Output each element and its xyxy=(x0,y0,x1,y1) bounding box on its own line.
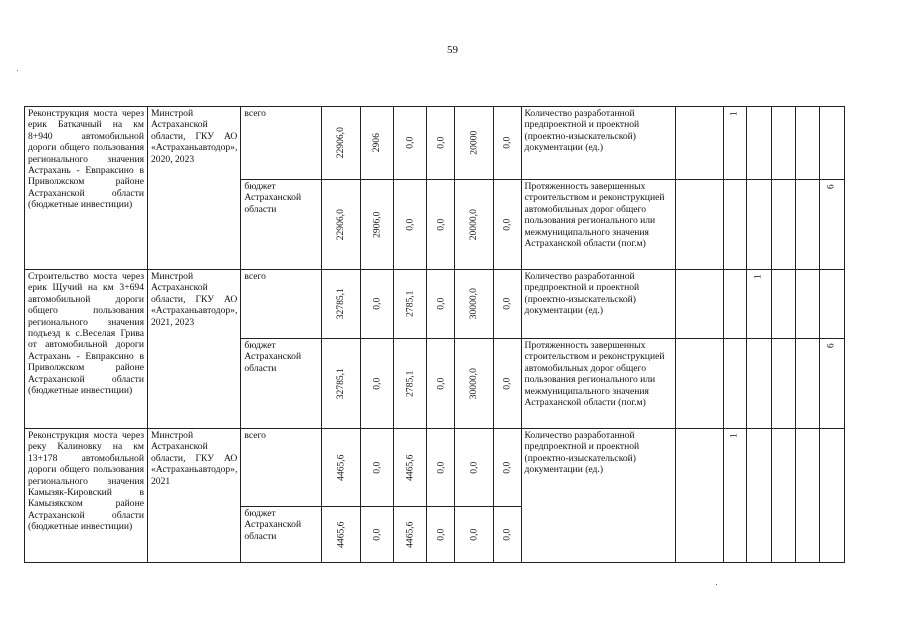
funding-value xyxy=(455,339,493,429)
target-cell xyxy=(723,180,746,270)
funding-value-text: 2906 xyxy=(371,133,383,153)
funding-value xyxy=(322,180,360,270)
funding-value-text: 0,0 xyxy=(371,461,383,474)
target-cell xyxy=(795,180,819,270)
indicator: Количество разработанной предпроектной и проектной (проектно-изыскательской) документации (ед.) xyxy=(521,107,675,180)
funding-value-text: 20000 xyxy=(468,131,480,155)
target-cell xyxy=(819,270,844,339)
target-cell xyxy=(819,429,844,563)
target-cell xyxy=(746,270,771,339)
funding-value xyxy=(360,107,393,180)
funding-value-text: 0,0 xyxy=(404,137,416,149)
funding-value-text: 0,0 xyxy=(501,461,513,474)
funding-value-text: 0,0 xyxy=(501,377,513,390)
funding-value xyxy=(393,507,426,563)
funding-value-text: 0,0 xyxy=(435,137,447,149)
funding-value-text: 0,0 xyxy=(435,377,447,390)
target-cell xyxy=(675,429,723,563)
funding-value xyxy=(427,180,455,270)
target-value: 1 xyxy=(752,274,764,280)
indicator: Количество разработанной предпроектной и проектной (проектно-изыскательской) документации (ед.) xyxy=(521,270,675,339)
target-cell xyxy=(819,180,844,270)
funding-source: всего xyxy=(241,107,322,180)
funding-value xyxy=(393,429,426,507)
target-value: 6 xyxy=(825,343,837,349)
table-row xyxy=(25,270,845,339)
target-cell xyxy=(675,180,723,270)
target-cell xyxy=(746,107,771,180)
funding-value xyxy=(455,270,493,339)
funding-value xyxy=(393,107,426,180)
funding-value xyxy=(322,429,360,507)
funding-value-text: 0,0 xyxy=(468,461,480,474)
funding-value-text: 20000,0 xyxy=(468,208,480,241)
target-cell xyxy=(746,429,771,563)
funding-value xyxy=(493,507,521,563)
target-cell xyxy=(675,270,723,339)
funding-value-text: 22906,0 xyxy=(335,208,347,241)
funding-value xyxy=(427,270,455,339)
target-cell xyxy=(771,339,795,429)
funding-value xyxy=(493,339,521,429)
funding-value-text: 0,0 xyxy=(435,461,447,474)
funding-value xyxy=(427,429,455,507)
project-name: Реконструкция моста через реку Калиновку на км 13+178 автомобильной дороги общего пользования регионального значения Камызяк-Кировский в Камызякском районе Астраханской области (бюджетные инвестиции) xyxy=(25,429,148,563)
funding-value-text: 0,0 xyxy=(501,137,513,149)
indicator: Протяженность завершенных строительством и реконструкцией автомобильных дорог общего пользования регионального или межмуниципального значения Астраханской области (пог.м) xyxy=(521,180,675,270)
funding-value-text: 0,0 xyxy=(404,218,416,231)
funding-value xyxy=(393,270,426,339)
funding-value xyxy=(427,339,455,429)
indicator: Протяженность завершенных строительством и реконструкцией автомобильных дорог общего пользования регионального или межмуниципального значения Астраханской области (пог.м) xyxy=(521,339,675,429)
target-cell xyxy=(675,339,723,429)
funding-source: бюджет Астраханской области xyxy=(241,507,322,563)
executor: Минстрой Астраханской области, ГКУ АО «Астраханьавтодор», 2021 xyxy=(148,429,241,563)
target-cell xyxy=(771,270,795,339)
funding-value-text: 32785,1 xyxy=(335,288,347,320)
target-cell xyxy=(675,107,723,180)
target-cell xyxy=(795,270,819,339)
funding-value-text: 0,0 xyxy=(501,528,513,541)
funding-value xyxy=(455,507,493,563)
funding-value xyxy=(360,507,393,563)
funding-value-text: 0,0 xyxy=(371,528,383,541)
funding-value xyxy=(455,180,493,270)
funding-value xyxy=(360,339,393,429)
funding-value-text: 2785,1 xyxy=(404,290,416,318)
funding-value-text: 0,0 xyxy=(371,298,383,310)
funding-value xyxy=(322,339,360,429)
funding-value xyxy=(360,270,393,339)
funding-value xyxy=(322,270,360,339)
target-cell xyxy=(723,107,746,180)
target-cell xyxy=(795,107,819,180)
funding-value xyxy=(493,429,521,507)
funding-value xyxy=(455,107,493,180)
indicator: Количество разработанной предпроектной и проектной (проектно-изыскательской) документации (ед.) xyxy=(521,429,675,563)
funding-value-text: 4465,6 xyxy=(404,454,416,481)
funding-source: всего xyxy=(241,270,322,339)
target-value: 1 xyxy=(728,433,740,439)
funding-value xyxy=(360,429,393,507)
funding-value-text: 30000,0 xyxy=(468,288,480,320)
target-cell xyxy=(795,429,819,563)
executor: Минстрой Астраханской области, ГКУ АО «Астраханьавтодор», 2021, 2023 xyxy=(148,270,241,429)
target-cell xyxy=(771,429,795,563)
funding-value xyxy=(455,429,493,507)
target-value: 6 xyxy=(825,184,837,190)
funding-value-text: 0,0 xyxy=(501,298,513,310)
funding-value-text: 4465,6 xyxy=(335,521,347,548)
funding-value xyxy=(393,180,426,270)
funding-value-text: 0,0 xyxy=(468,528,480,541)
funding-source: всего xyxy=(241,429,322,507)
funding-value-text: 30000,0 xyxy=(468,367,480,400)
funding-value-text: 0,0 xyxy=(435,218,447,231)
project-name: Реконструкция моста через ерик Баткачный на км 8+940 автомобильной дороги общего пользования регионального значения Астрахань - Евпраксино в Приволжском районе Астраханской области (бюджетные инвестиции) xyxy=(25,107,148,270)
funding-value xyxy=(393,339,426,429)
funding-value xyxy=(493,107,521,180)
target-cell xyxy=(746,180,771,270)
target-cell xyxy=(723,429,746,563)
target-cell xyxy=(819,339,844,429)
target-value: 1 xyxy=(728,111,740,117)
funding-value xyxy=(322,107,360,180)
funding-value-text: 0,0 xyxy=(371,377,383,390)
page-number: 59 xyxy=(447,44,458,56)
table-row xyxy=(25,429,845,507)
funding-value-text: 2785,1 xyxy=(404,370,416,397)
target-cell xyxy=(771,107,795,180)
table-row xyxy=(25,107,845,180)
target-cell xyxy=(819,107,844,180)
target-cell xyxy=(723,270,746,339)
target-cell xyxy=(723,339,746,429)
funding-value xyxy=(427,107,455,180)
funding-value-text: 4465,6 xyxy=(404,521,416,548)
funding-value xyxy=(493,270,521,339)
target-cell xyxy=(771,180,795,270)
funding-value xyxy=(322,507,360,563)
funding-value-text: 32785,1 xyxy=(335,367,347,400)
program-table xyxy=(24,106,845,563)
funding-value xyxy=(493,180,521,270)
funding-value-text: 2906,0 xyxy=(371,211,383,238)
funding-source: бюджет Астраханской области xyxy=(241,180,322,270)
funding-value xyxy=(427,507,455,563)
target-cell xyxy=(746,339,771,429)
executor: Минстрой Астраханской области, ГКУ АО «Астраханьавтодор», 2020, 2023 xyxy=(148,107,241,270)
funding-value-text: 0,0 xyxy=(501,218,513,231)
target-cell xyxy=(795,339,819,429)
funding-value-text: 0,0 xyxy=(435,528,447,541)
funding-value xyxy=(360,180,393,270)
funding-value-text: 4465,6 xyxy=(335,454,347,481)
funding-value-text: 0,0 xyxy=(435,298,447,310)
funding-source: бюджет Астраханской области xyxy=(241,339,322,429)
funding-value-text: 22906,0 xyxy=(335,127,347,159)
project-name: Строительство моста через ерик Щучий на км 3+694 автомобильной дороги общего пользования регионального значения подъезд к с.Веселая Грива от автомобильной дороги Астрахань - Евпраксино в Приволжском районе Астраханской области (бюджетные инвестиции) xyxy=(25,270,148,429)
